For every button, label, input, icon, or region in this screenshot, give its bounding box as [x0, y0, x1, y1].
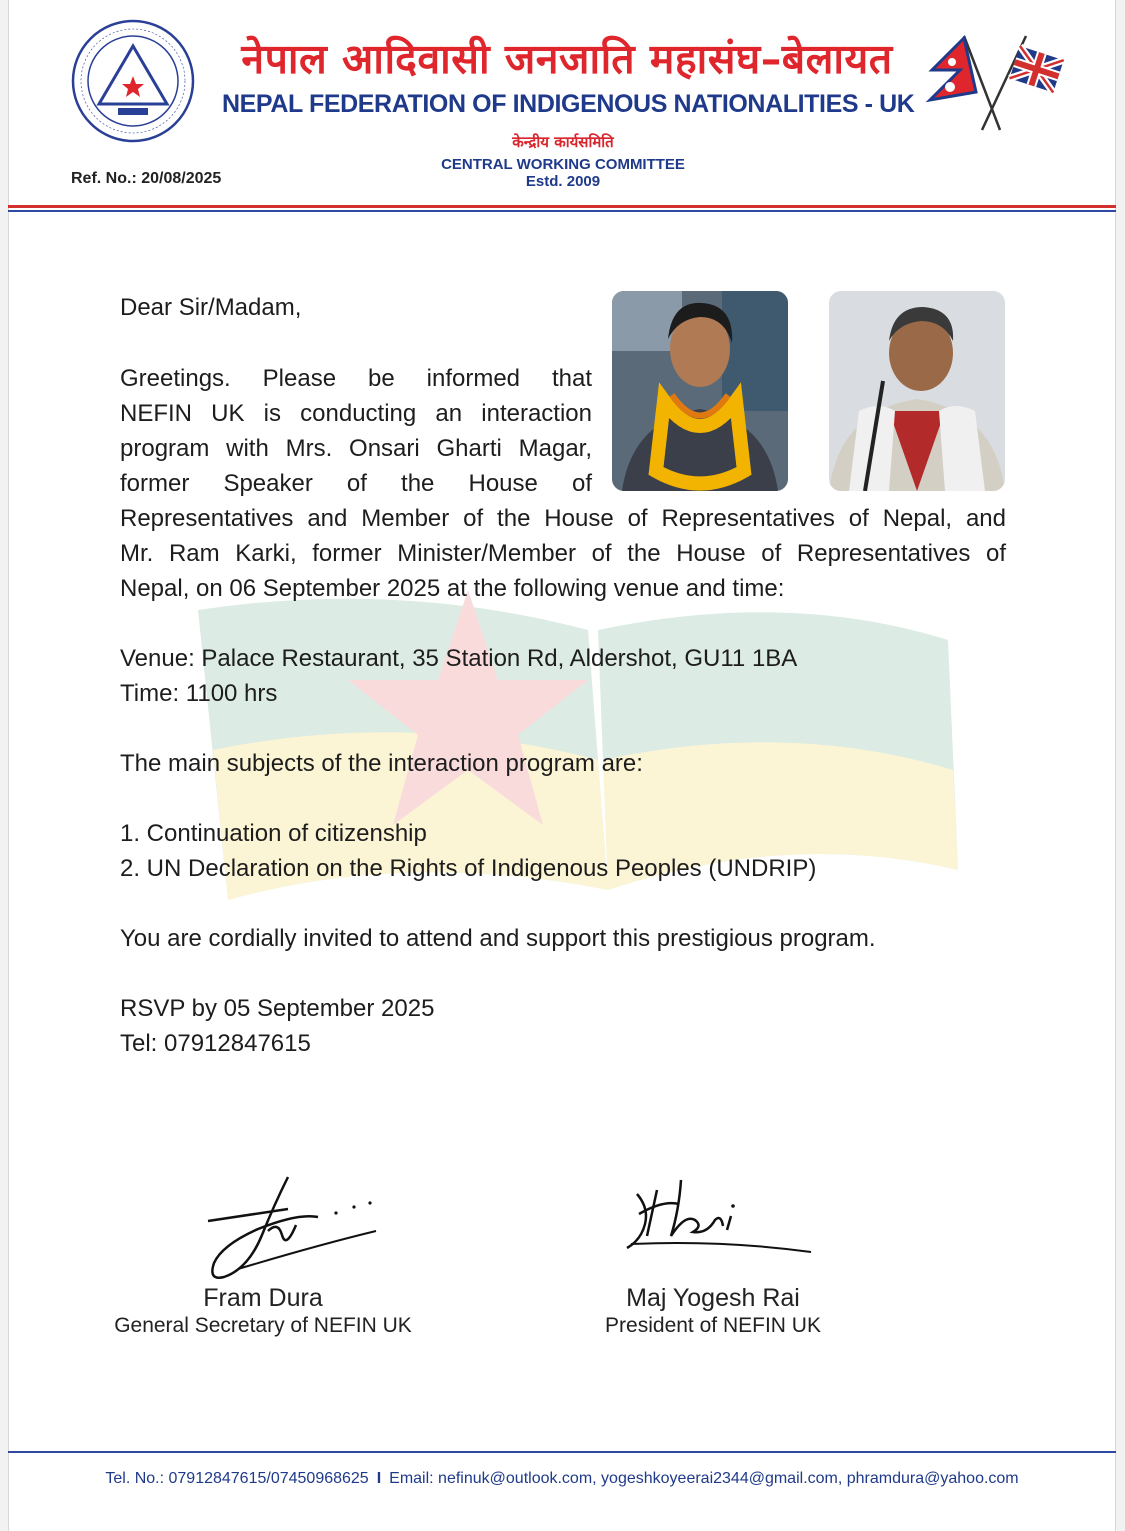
signatory-name: Maj Yogesh Rai: [626, 1284, 800, 1312]
intro-line: Greetings. Please be informed that: [120, 365, 592, 392]
intro-paragraph-continued: [120, 501, 1006, 606]
footer-phone: Tel. No.: 07912847615/07450968625: [105, 1470, 369, 1487]
signature-fram-dura: [178, 1165, 378, 1285]
venue-line: Venue: Palace Restaurant, 35 Station Rd, Aldershot, GU11 1BA: [120, 645, 798, 672]
intro-line: former Speaker of the House of: [120, 470, 592, 497]
subjects-list: [120, 816, 1006, 886]
intro-line: NEFIN UK is conducting an interaction: [120, 400, 592, 427]
page-edge: [8, 0, 9, 1531]
signatory-title: President of NEFIN UK: [605, 1314, 821, 1337]
committee-name: CENTRAL WORKING COMMITTEE: [441, 156, 685, 173]
page-edge: [1115, 0, 1116, 1531]
venue-details: [120, 641, 1006, 711]
organization-name-english: NEPAL FEDERATION OF INDIGENOUS NATIONALITIES - UK: [222, 90, 915, 118]
signature-yogesh-rai: [623, 1170, 823, 1270]
subjects-intro: The main subjects of the interaction program are:: [120, 750, 643, 777]
header-divider: [8, 210, 1116, 212]
intro-paragraph: [120, 361, 592, 501]
header-divider: [8, 205, 1116, 208]
footer-separator: I: [376, 1470, 382, 1487]
time-line: Time: 1100 hrs: [120, 680, 278, 707]
letter-sheet: [8, 0, 1116, 1531]
footer-email: Email: nefinuk@outlook.com, yogeshkoyeerai2344@gmail.com, phramdura@yahoo.com: [389, 1470, 1019, 1487]
intro-line: program with Mrs. Onsari Gharti Magar,: [120, 435, 592, 462]
invitation-line: You are cordially invited to attend and support this prestigious program.: [120, 925, 876, 952]
organization-name-nepali: नेपाल आदिवासी जनजाति महासंघ–बेलायत: [241, 35, 893, 83]
rsvp-block: [120, 991, 1006, 1061]
rsvp-phone: Tel: 07912847615: [120, 1030, 311, 1057]
list-item: 2. UN Declaration on the Rights of Indigenous Peoples (UNDRIP): [120, 855, 817, 882]
list-item: 1. Continuation of citizenship: [120, 820, 427, 847]
reference-number: Ref. No.: 20/08/2025: [71, 170, 222, 187]
crossed-flags-icon: [916, 30, 1066, 134]
signatory-title: General Secretary of NEFIN UK: [114, 1314, 412, 1337]
intro-line: Nepal, on 06 September 2025 at the following venue and time:: [120, 575, 785, 602]
signatory-name: Fram Dura: [203, 1284, 323, 1312]
organization-seal-icon: [70, 18, 196, 144]
committee-block: [428, 156, 698, 190]
established-year: Estd. 2009: [525, 173, 601, 190]
salutation: Dear Sir/Madam,: [120, 294, 302, 321]
intro-line: Mr. Ram Karki, former Minister/Member of the House of Representatives of: [120, 540, 1006, 567]
committee-name-nepali: केन्द्रीय कार्यसमिति: [512, 133, 614, 151]
contact-footer: [8, 1470, 1116, 1488]
rsvp-line: RSVP by 05 September 2025: [120, 995, 435, 1022]
intro-line: Representatives and Member of the House of Representatives of Nepal, and: [120, 505, 1006, 532]
footer-divider: [8, 1451, 1116, 1453]
